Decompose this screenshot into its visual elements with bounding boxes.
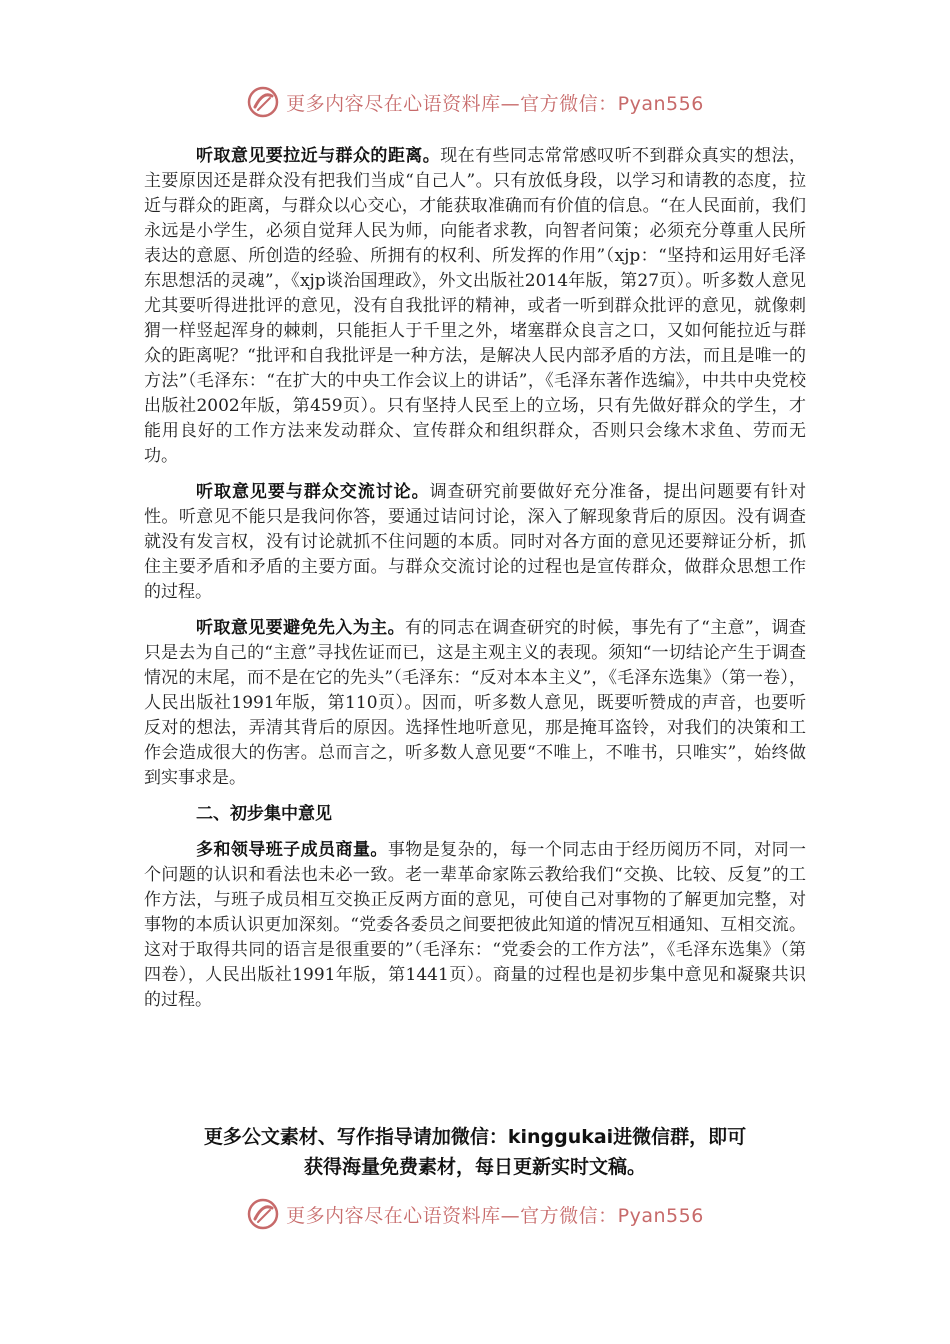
paragraph-lead: 听取意见要与群众交流讨论。 [196,482,430,502]
paragraph-lead: 听取意见要拉近与群众的距离。 [196,146,441,166]
logo-icon [246,1197,280,1231]
promo-line-2: 获得海量免费素材，每日更新实时文稿。 [303,1156,646,1178]
paragraph-body: 有的同志在调查研究的时候，事先有了“主意”，调查只是去为自己的“主意”寻找佐证而已，这是主观主义的表现。须知“一切结论产生于调查情况的末尾，而不是在它的先头”（毛泽东：“反对本本主义”，《毛泽东选集》（第一卷），人民出版社1991年版，第110页）。因而，听多数人意见，既要听赞成的声音，也要听反对的想法，弄清其背后的原因。选择性地听意见，那是掩耳盗铃，对我们的决策和工作会造成很大的伤害。总而言之，听多数人意见要“不唯上，不唯书，只唯实”，始终做到实事求是。 [144,618,806,788]
document-body [144,144,806,1024]
paragraph-body: 现在有些同志常常感叹听不到群众真实的想法，主要原因还是群众没有把我们当成“自己人”。只有放低身段，以学习和请教的态度，拉近与群众的距离，与群众以心交心，才能获取准确而有价值的信息。“在人民面前，我们永远是小学生，必须自觉拜人民为师，向能者求教，向智者问策；必须充分尊重人民所表达的意愿、所创造的经验、所拥有的权利、所发挥的作用”（xjp：“坚持和运用好毛泽东思想活的灵魂”，《xjp谈治国理政》，外文出版社2014年版，第27页）。听多数人意见尤其要听得进批评的意见，没有自我批评的精神，或者一听到群众批评的意见，就像刺猬一样竖起浑身的棘刺，只能拒人于千里之外，堵塞群众良言之口，又如何能拉近与群众的距离呢？“批评和自我批评是一种方法，是解决人民内部矛盾的方法，而且是唯一的方法”（毛泽东：“在扩大的中央工作会议上的讲话”，《毛泽东著作选编》，中共中央党校出版社2002年版，第459页）。只有坚持人民至上的立场，只有先做好群众的学生，才能用良好的工作方法来发动群众、宣传群众和组织群众，否则只会缘木求鱼、劳而无功。 [144,146,807,466]
paragraph-lead: 多和领导班子成员商量。 [196,840,388,860]
paragraph-preconception [144,616,806,791]
paragraph-distance [144,144,806,469]
logo-icon [246,85,280,119]
header-watermark [0,82,950,122]
paragraph-body: 调查研究前要做好充分准备，提出问题要有针对性。听意见不能只是我问你答，要通过诘问讨论，深入了解现象背后的原因。没有调查就没有发言权，没有讨论就抓不住问题的本质。同时对各方面的意见还要辩证分析，抓住主要矛盾和矛盾的主要方面。与群众交流讨论的过程也是宣传群众，做群众思想工作的过程。 [144,482,807,602]
paragraph-body: 事物是复杂的，每一个同志由于经历阅历不同，对同一个问题的认识和看法也未必一致。老一辈革命家陈云教给我们“交换、比较、反复”的工作方法，与班子成员相互交换正反两方面的意见，可使自己对事物的了解更加完整，对事物的本质认识更加深刻。“党委各委员之间要把彼此知道的情况互相通知、互相交流。这对于取得共同的语言是很重要的”（毛泽东：“党委会的工作方法”，《毛泽东选集》（第四卷），人民出版社1991年版，第1441页）。商量的过程也是初步集中意见和凝聚共识的过程。 [144,840,807,1010]
header-watermark-text: 更多内容尽在心语资料库—官方微信：Pyan556 [286,92,704,115]
promo-notice [110,1122,840,1182]
paragraph-discussion [144,480,806,605]
section-heading: 二、初步集中意见 [196,804,332,824]
footer-watermark [0,1194,950,1234]
paragraph-lead: 听取意见要避免先入为主。 [196,618,406,638]
paragraph-consult [144,838,806,1013]
promo-line-1: 更多公文素材、写作指导请加微信：kinggukai进微信群，即可 [203,1126,747,1148]
footer-watermark-text: 更多内容尽在心语资料库—官方微信：Pyan556 [286,1204,704,1227]
